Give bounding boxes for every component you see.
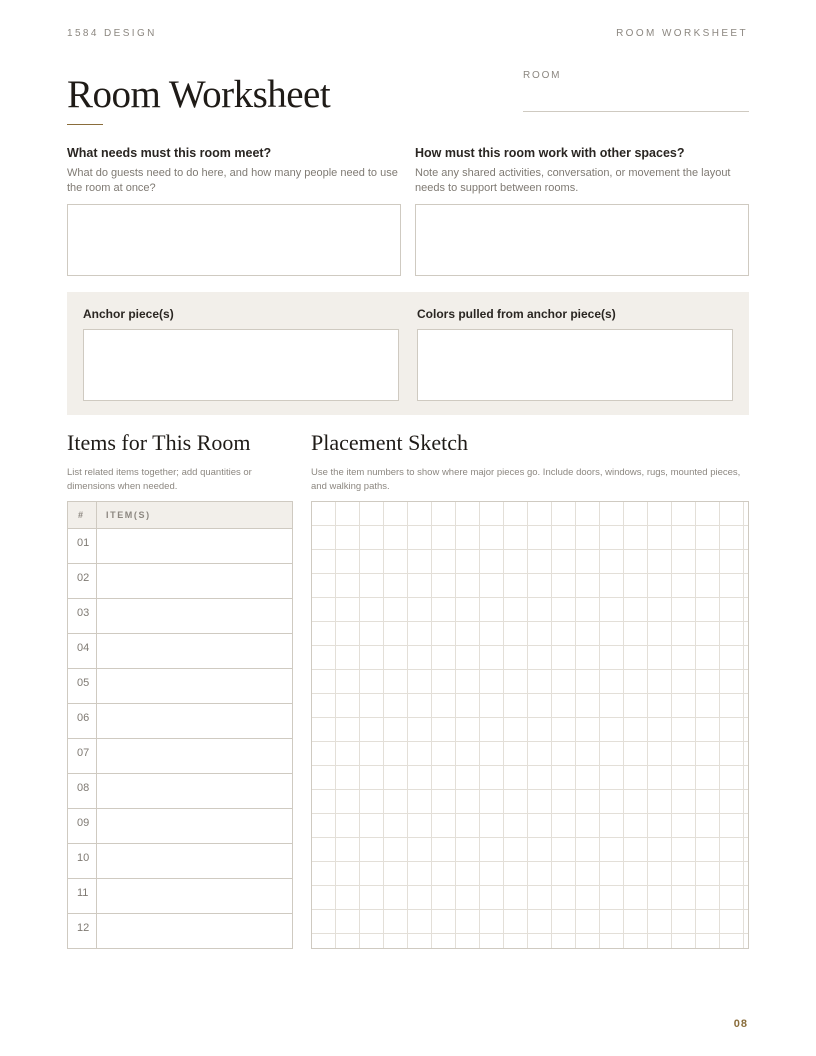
item-cell[interactable] bbox=[97, 879, 293, 914]
table-row bbox=[68, 809, 293, 844]
item-cell[interactable] bbox=[97, 809, 293, 844]
sketch-section-description: Use the item numbers to show where major pieces go. Include doors, windows, rugs, mounted pieces, and walking paths. bbox=[311, 467, 741, 492]
row-number: 07 bbox=[68, 739, 97, 774]
page-number: 08 bbox=[733, 1018, 748, 1030]
row-number: 02 bbox=[68, 564, 97, 599]
row-number: 10 bbox=[68, 844, 97, 879]
question-spaces-title: How must this room work with other spaces? bbox=[415, 146, 685, 160]
item-cell[interactable] bbox=[97, 914, 293, 949]
sketch-grid[interactable] bbox=[311, 501, 749, 949]
column-header-number: # bbox=[68, 502, 97, 529]
item-cell[interactable] bbox=[97, 564, 293, 599]
anchor-pieces-label: Anchor piece(s) bbox=[83, 307, 174, 321]
column-header-items: ITEM(S) bbox=[97, 502, 293, 529]
item-cell[interactable] bbox=[97, 669, 293, 704]
item-cell[interactable] bbox=[97, 634, 293, 669]
section-name: ROOM WORKSHEET bbox=[616, 28, 748, 39]
needs-answer-box[interactable] bbox=[67, 204, 401, 276]
sketch-section-title: Placement Sketch bbox=[311, 430, 469, 455]
table-row bbox=[68, 914, 293, 949]
row-number: 08 bbox=[68, 774, 97, 809]
table-row bbox=[68, 774, 293, 809]
question-spaces-description: Note any shared activities, conversation, or movement the layout needs to support between rooms. bbox=[415, 167, 731, 194]
row-number: 05 bbox=[68, 669, 97, 704]
row-number: 11 bbox=[68, 879, 97, 914]
row-number: 04 bbox=[68, 634, 97, 669]
item-cell[interactable] bbox=[97, 844, 293, 879]
question-needs-description: What do guests need to do here, and how many people need to use the room at once? bbox=[67, 167, 398, 194]
anchor-pieces-box[interactable] bbox=[83, 329, 399, 401]
row-number: 06 bbox=[68, 704, 97, 739]
item-cell[interactable] bbox=[97, 739, 293, 774]
table-row bbox=[68, 739, 293, 774]
table-row bbox=[68, 844, 293, 879]
table-row bbox=[68, 564, 293, 599]
page-title: Room Worksheet bbox=[67, 73, 331, 116]
item-cell[interactable] bbox=[97, 704, 293, 739]
anchor-colors-label: Colors pulled from anchor piece(s) bbox=[417, 307, 616, 321]
brand-name: 1584 DESIGN bbox=[67, 28, 157, 39]
spaces-answer-box[interactable] bbox=[415, 204, 749, 276]
item-cell[interactable] bbox=[97, 529, 293, 564]
table-row bbox=[68, 704, 293, 739]
row-number: 12 bbox=[68, 914, 97, 949]
question-needs-title: What needs must this room meet? bbox=[67, 146, 272, 160]
table-row bbox=[68, 879, 293, 914]
table-row bbox=[68, 634, 293, 669]
room-field[interactable] bbox=[523, 111, 749, 112]
row-number: 09 bbox=[68, 809, 97, 844]
table-row bbox=[68, 669, 293, 704]
row-number: 01 bbox=[68, 529, 97, 564]
items-section-description: List related items together; add quantities or dimensions when needed. bbox=[67, 467, 252, 492]
item-cell[interactable] bbox=[97, 774, 293, 809]
items-table bbox=[67, 501, 293, 949]
room-label: ROOM bbox=[523, 70, 562, 81]
items-section-title: Items for This Room bbox=[67, 430, 251, 455]
table-row bbox=[68, 529, 293, 564]
table-row bbox=[68, 599, 293, 634]
items-table-header bbox=[68, 502, 293, 529]
title-rule bbox=[67, 124, 103, 125]
item-cell[interactable] bbox=[97, 599, 293, 634]
row-number: 03 bbox=[68, 599, 97, 634]
anchor-colors-box[interactable] bbox=[417, 329, 733, 401]
